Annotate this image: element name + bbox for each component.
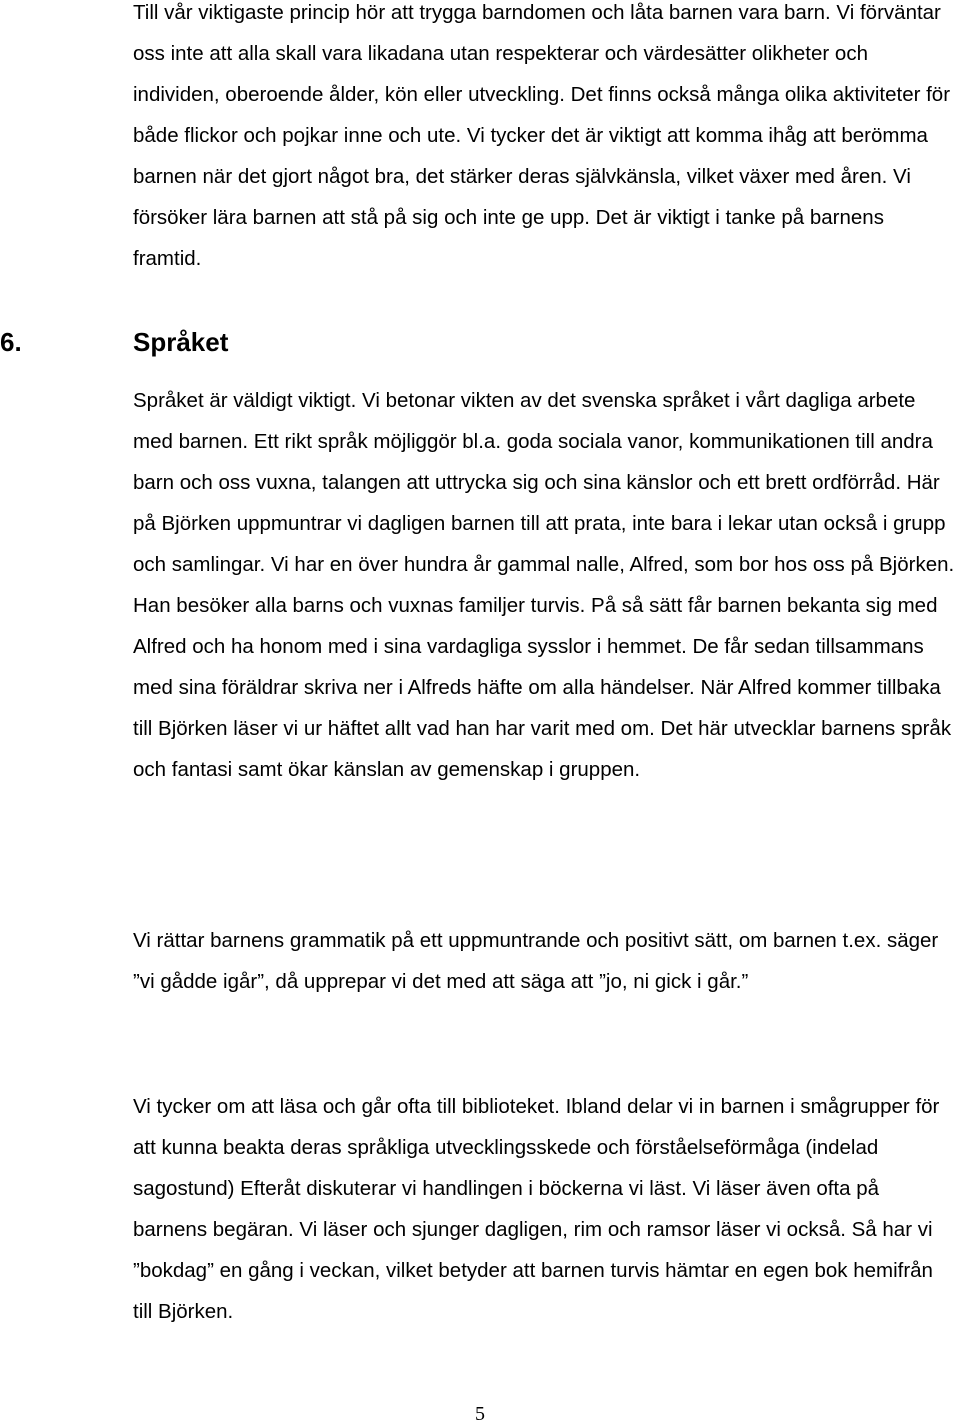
paragraph-grammar: Vi rättar barnens grammatik på ett uppmuntrande och positivt sätt, om barnen t.ex. säger ”vi gådde igår”, då upprepar vi det med att säga att ”jo, ni gick i går.” [133,929,939,993]
page-number: 5 [475,1403,485,1425]
paragraph-principles: Till vår viktigaste princip hör att trygga barndomen och låta barnen vara barn. Vi förväntar oss inte att alla skall vara likadana utan respekterar och värdesätter olikheter och individen, oberoende ålder, kön eller utveckling. Det finns också många olika aktiviteter för både flickor och pojkar inne och ute. Vi tycker det är viktigt att komma ihåg att berömma barnen när det gjort något bra, det stärker deras självkänsla, vilket växer med åren. Vi försöker lära barnen att stå på sig och inte ge upp. Det är viktigt i tanke på barnens framtid. [133,1,951,270]
paragraph-language: Språket är väldigt viktigt. Vi betonar vikten av det svenska språket i vårt dagliga arbete med barnen. Ett rikt språk möjliggör bl.a. goda sociala vanor, kommunikationen till andra barn och oss vuxna, talangen att uttrycka sig och sina känslor och ett brett ordförråd. Här på Björken uppmuntrar vi dagligen barnen till att prata, inte bara i lekar utan också i grupp och samlingar. Vi har en över hundra år gammal nalle, Alfred, som bor hos oss på Björken. Han besöker alla barns och vuxnas familjer turvis. På så sätt får barnen bekanta sig med Alfred och ha honom med i sina vardagliga sysslor i hemmet. De får sedan tillsammans med sina föräldrar skriva ner i Alfreds häfte om alla händelser. När Alfred kommer tillbaka till Björken läser vi ur häftet allt vad han har varit med om. Det här utvecklar barnens språk och fantasi samt ökar känslan av gemenskap i gruppen. [133,389,955,781]
section-heading [0,322,229,362]
section-title: Språket [133,327,229,357]
section-number: 6. [0,327,22,357]
paragraph-reading: Vi tycker om att läsa och går ofta till biblioteket. Ibland delar vi in barnen i smågrupper för att kunna beakta deras språkliga utvecklingsskede och förståelseförmåga (indelad sagostund) Efteråt diskuterar vi handlingen i böckerna vi läst. Vi läser även ofta på barnens begäran. Vi läser och sjunger dagligen, rim och ramsor läser vi också. Så har vi ”bokdag” en gång i veckan, vilket betyder att barnen turvis hämtar en egen bok hemifrån till Björken. [133,1095,940,1323]
